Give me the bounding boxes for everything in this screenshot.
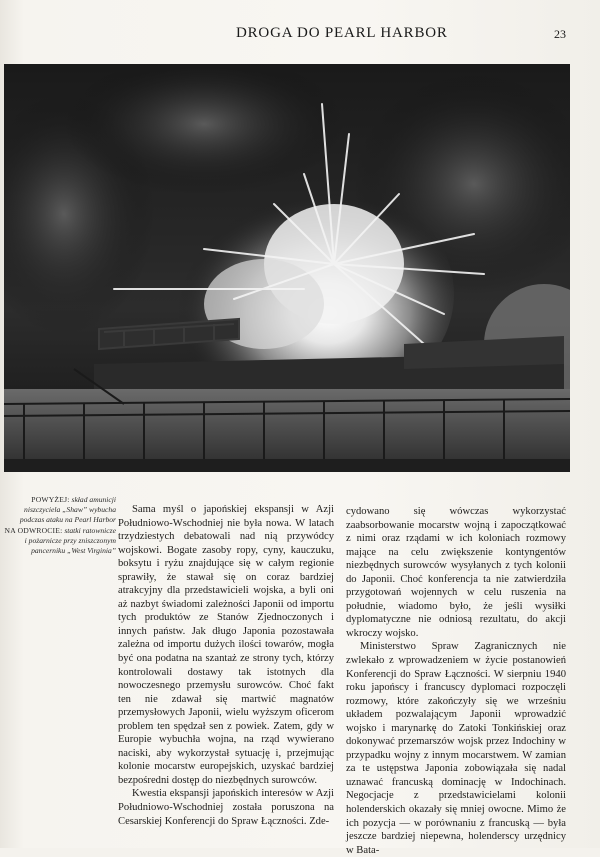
explosion-photograph <box>4 64 570 472</box>
running-title: DROGA DO PEARL HARBOR <box>236 25 448 41</box>
page-number: 23 <box>554 27 566 41</box>
paragraph: Kwestia ekspansji japońskich interesów w Azji Południowo-Wschodniej została poruszona na Cesarskiej Konferencji do Spraw Łączności. Zde- <box>118 788 334 827</box>
caption-reverse-label: NA ODWROCIE: <box>4 525 63 535</box>
paragraph: cydowano się wówczas wykorzystać zaabsorbowanie mocarstw wojną i zapoczątkować z nimi oraz rządami w ich koloniach rozmowy mające na celu zwiększenie kontyngentów niezbędnych surowców wysyłanych z tych kolonii do Japonii. Choć konferencja ta nie zatwierdziła przygotowań wojennych w celu ruszenia na południe, wiadomo było, że jeśli wysiłki dyplomatyczne nie odniosą rezultatu, do akcji wkroczy wojsko. <box>346 506 566 639</box>
text-column-right <box>346 505 566 857</box>
caption-above-label: POWYŻEJ: <box>31 495 70 504</box>
caption-reverse-text: statki ratownicze i pożarnicze przy zniszczonym pancerniku „West Virginia” <box>24 525 116 556</box>
text-column-left <box>118 503 334 828</box>
paragraph: Sama myśl o japońskiej ekspansji w Azji Południowo-Wschodniej nie była nowa. W latach trzydziestych debatowali nad nią przywódcy wojskowi. Bogate zasoby ropy, cyny, kauczuku, boksytu i ryżu znajdujące się w całym regionie sprawiły, że stawał się on coraz bardziej atrakcyjny dla przedstawicieli wojska, a byli oni aż nazbyt świadomi zależności Japonii od importu tych produktów ze Stanów Zjednoczonych i innych państw. Jak długo Japonia pozostawała zależna od importu dużych ilości towarów, mogła być ona podatna na szantaż ze strony tych, którzy kontrolowali dostawy tak istotnych dla nowoczesnego przemysłu surowców. Choć fakt ten nie zdawał się martwić magnatów przemysłowych Japonii, wielu wyższym oficerom problem ten spędzał sen z powiek. Zatem, gdy w Europie wybuchła wojna, na rząd wywierano naciski, aby wykorzystał sytuację i, przejmując kolonie mocarstw europejskich, uzyskać bardziej bezpośredni dostęp do niezbędnych surowców. <box>118 504 334 786</box>
caption-above-text: skład amunicji niszczyciela „Shaw” wybucha podczas ataku na Pearl Harbor <box>19 495 116 525</box>
paragraph: Ministerstwo Spraw Zagranicznych nie zwlekało z wprowadzeniem w życie postanowień Konferencji do Spraw Łączności. W sierpniu 1940 roku japońscy i francuscy dyplomaci rozpoczęli rozmowy, które zakończyły się we wrześniu układem pozwalającym Japonii wprowadzić wojsko i marynarkę do Zatoki Tonkińskiej oraz dokonywać przemarszów wojsk przez Indochiny w przypadku wojny z innym mocarstwem. W zamian za te ustępstwa Japonia zobowiązała się nadal uznawać francuską dominację w Indochinach. Negocjacje z przedstawicielami kolonii holenderskich okazały się mniej owocne. Mimo że ich pozycja — w porównaniu z francuską — była jeszcze bardziej niepewna, holenderscy urzędnicy w Bata- <box>346 641 566 856</box>
photo-caption <box>4 495 116 556</box>
